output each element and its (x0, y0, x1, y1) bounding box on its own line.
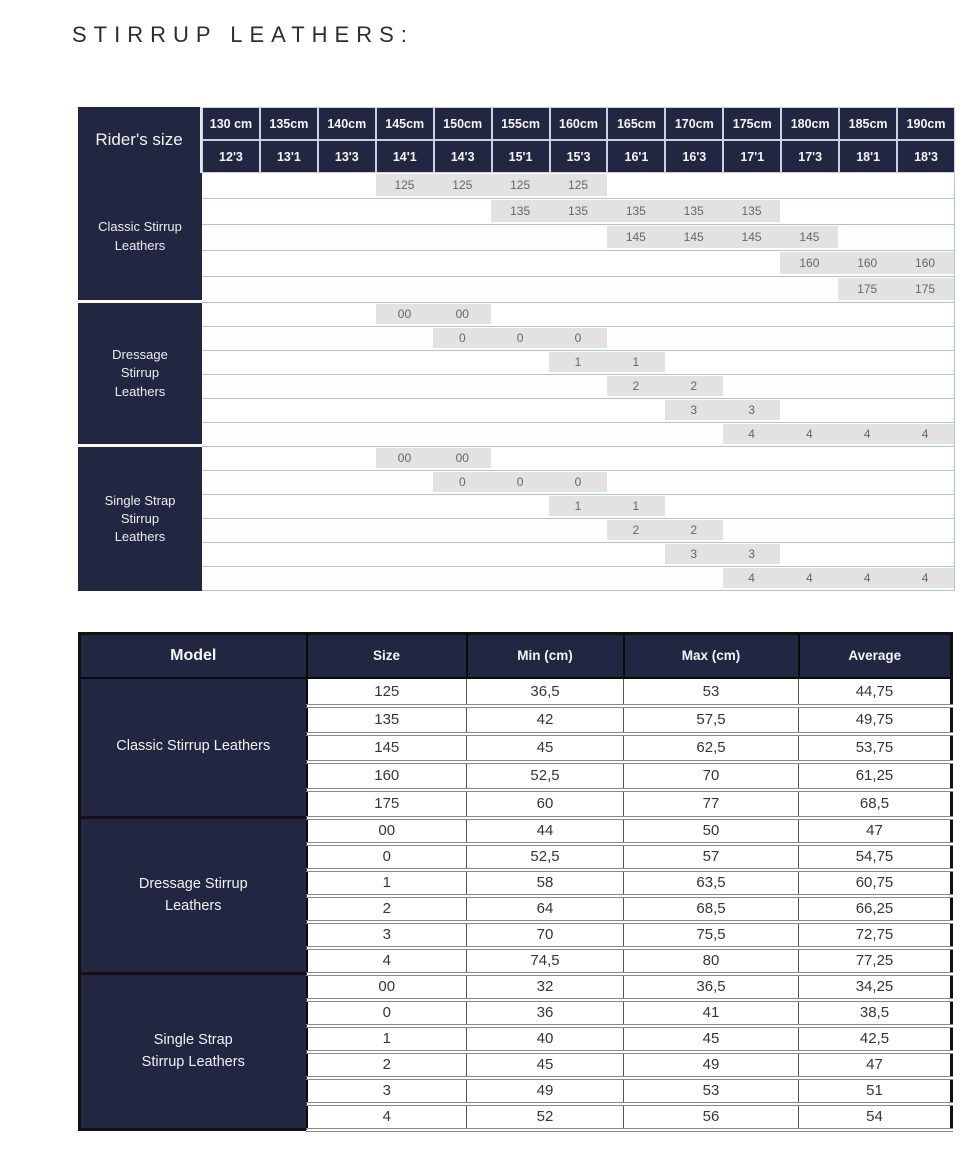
size-band (838, 278, 954, 300)
measurement-column-header: Average (799, 634, 952, 678)
value-cell: 0 (307, 844, 467, 870)
section-label-line: Dressage (112, 347, 168, 363)
value-cell: 3 (307, 1078, 467, 1104)
hands-header: 18'3 (897, 140, 955, 173)
value-cell: 45 (624, 1026, 799, 1052)
size-cell: 4 (863, 427, 871, 441)
size-cell: 00 (455, 307, 469, 321)
measurement-table-body (80, 678, 952, 1130)
table-row (80, 974, 952, 1000)
size-grid-row (202, 277, 954, 303)
size-band (607, 376, 723, 396)
section-label-line: Stirrup (120, 510, 160, 526)
size-band (723, 424, 954, 444)
value-cell: 38,5 (799, 1000, 952, 1026)
section-label-line: Leathers (114, 529, 166, 545)
model-label-line: Dressage Stirrup (138, 875, 248, 892)
size-cell: 145 (799, 230, 820, 244)
size-grid-row (202, 173, 954, 199)
size-cell: 1 (632, 355, 640, 369)
hands-header: 14'3 (434, 140, 492, 173)
size-band (433, 472, 607, 492)
size-cell: 0 (458, 331, 466, 345)
size-grid-row (202, 519, 954, 543)
measurement-column-header: Min (cm) (467, 634, 624, 678)
size-cell: 1 (574, 355, 582, 369)
value-cell: 57 (624, 844, 799, 870)
size-column-header: 190cm (897, 107, 955, 140)
value-cell: 80 (624, 948, 799, 974)
size-chart-body (78, 173, 955, 591)
size-grid-row (202, 199, 954, 225)
value-cell: 45 (467, 1052, 624, 1078)
measurement-column-header: Max (cm) (624, 634, 799, 678)
size-grid-row (202, 351, 954, 375)
hands-header: 18'1 (839, 140, 897, 173)
value-cell: 60 (467, 790, 624, 818)
size-grid-row (202, 327, 954, 351)
value-cell: 1 (307, 870, 467, 896)
size-cell: 4 (748, 427, 755, 441)
size-column-header: 160cm (550, 107, 608, 140)
hands-header: 16'3 (665, 140, 723, 173)
size-cell: 125 (394, 178, 415, 192)
section-label-line: Classic Stirrup (98, 219, 182, 235)
value-cell: 51 (799, 1078, 952, 1104)
size-cell: 3 (690, 403, 698, 417)
size-cell: 00 (397, 451, 412, 465)
size-column-header: 130 cm (202, 107, 260, 140)
size-column-header: 175cm (723, 107, 781, 140)
value-cell: 57,5 (624, 706, 799, 734)
size-cell: 0 (574, 475, 582, 489)
size-cell: 3 (690, 547, 698, 561)
size-cell: 160 (915, 256, 936, 270)
size-band (607, 520, 723, 540)
size-grid-row (202, 375, 954, 399)
measurement-table-header-row (80, 634, 952, 678)
size-cell: 125 (567, 178, 588, 192)
size-column-header: 180cm (781, 107, 839, 140)
value-cell: 145 (307, 734, 467, 762)
hands-header: 15'1 (492, 140, 550, 173)
size-grid-row (202, 567, 954, 591)
size-cell: 00 (397, 307, 412, 321)
measurement-column-header: Model (80, 634, 307, 678)
size-cell: 0 (574, 331, 582, 345)
value-cell: 68,5 (799, 790, 952, 818)
size-column-header: 150cm (434, 107, 492, 140)
value-cell: 36 (467, 1000, 624, 1026)
size-cell: 175 (915, 282, 936, 296)
value-cell: 0 (307, 1000, 467, 1026)
value-cell: 49 (624, 1052, 799, 1078)
size-cell: 145 (741, 230, 762, 244)
size-cell: 2 (632, 379, 640, 393)
hands-header: 13'1 (260, 140, 318, 173)
size-chart-labels (78, 173, 202, 591)
size-cell: 4 (921, 571, 929, 585)
size-column-header: 145cm (376, 107, 434, 140)
section-label-line: Leathers (114, 383, 166, 399)
size-grid-row (202, 423, 954, 447)
model-label (80, 818, 307, 974)
value-cell: 44 (467, 818, 624, 844)
size-cell: 4 (748, 571, 755, 585)
value-cell: 61,25 (799, 762, 952, 790)
value-cell: 40 (467, 1026, 624, 1052)
value-cell: 160 (307, 762, 467, 790)
size-band (376, 304, 492, 324)
size-column-header: 170cm (665, 107, 723, 140)
model-label-line: Classic Stirrup Leathers (116, 738, 271, 755)
value-cell: 75,5 (624, 922, 799, 948)
model-label-line: Single Strap (153, 1031, 233, 1048)
size-band (665, 544, 781, 564)
value-cell: 62,5 (624, 734, 799, 762)
value-cell: 36,5 (467, 678, 624, 706)
size-band (723, 568, 954, 588)
size-column-header: 140cm (318, 107, 376, 140)
model-label-line: Leathers (165, 897, 222, 914)
hands-header: 16'1 (607, 140, 665, 173)
size-grid-row (202, 399, 954, 423)
value-cell: 53 (624, 1078, 799, 1104)
size-cell: 4 (921, 427, 929, 441)
size-grid-row (202, 225, 954, 251)
value-cell: 53,75 (799, 734, 952, 762)
section-label-line: Stirrup (120, 365, 160, 381)
size-cell: 4 (863, 571, 871, 585)
size-cell: 135 (510, 204, 531, 218)
value-cell: 2 (307, 896, 467, 922)
section-label (78, 447, 202, 591)
value-cell: 77 (624, 790, 799, 818)
hands-header: 17'1 (723, 140, 781, 173)
value-cell: 56 (624, 1104, 799, 1130)
section-label-line: Single Strap (104, 492, 176, 508)
size-grid-row (202, 543, 954, 567)
size-chart-hands-row (202, 140, 955, 173)
value-cell: 1 (307, 1026, 467, 1052)
size-band (549, 496, 665, 516)
value-cell: 54,75 (799, 844, 952, 870)
value-cell: 00 (307, 974, 467, 1000)
size-cell: 175 (857, 282, 878, 296)
size-cell: 4 (806, 427, 813, 441)
size-column-header: 165cm (607, 107, 665, 140)
value-cell: 70 (467, 922, 624, 948)
value-cell: 4 (307, 1104, 467, 1130)
value-cell: 52,5 (467, 762, 624, 790)
value-cell: 66,25 (799, 896, 952, 922)
value-cell: 54 (799, 1104, 952, 1130)
size-cell: 4 (806, 571, 813, 585)
value-cell: 50 (624, 818, 799, 844)
size-cell: 3 (748, 403, 755, 417)
value-cell: 49 (467, 1078, 624, 1104)
value-cell: 36,5 (624, 974, 799, 1000)
value-cell: 00 (307, 818, 467, 844)
value-cell: 77,25 (799, 948, 952, 974)
model-label (80, 974, 307, 1130)
value-cell: 72,75 (799, 922, 952, 948)
size-cell: 125 (510, 178, 531, 192)
size-column-header: 185cm (839, 107, 897, 140)
section-label (78, 303, 202, 447)
value-cell: 70 (624, 762, 799, 790)
size-band (607, 226, 838, 248)
size-column-header: 155cm (492, 107, 550, 140)
size-chart-cm-row (202, 107, 955, 140)
hands-header: 13'3 (318, 140, 376, 173)
size-grid-row (202, 303, 954, 327)
size-band (549, 352, 665, 372)
size-cell: 145 (683, 230, 704, 244)
size-band (376, 448, 492, 468)
size-column-header: 135cm (260, 107, 318, 140)
size-cell: 1 (632, 499, 640, 513)
table-row (80, 678, 952, 706)
size-chart-header (78, 107, 955, 173)
size-cell: 3 (748, 547, 755, 561)
value-cell: 52 (467, 1104, 624, 1130)
size-band (433, 328, 607, 348)
value-cell: 175 (307, 790, 467, 818)
value-cell: 68,5 (624, 896, 799, 922)
value-cell: 63,5 (624, 870, 799, 896)
size-cell: 2 (690, 379, 698, 393)
size-cell: 160 (857, 256, 878, 270)
value-cell: 125 (307, 678, 467, 706)
size-cell: 160 (799, 256, 820, 270)
size-cell: 1 (574, 499, 582, 513)
page-title: STIRRUP LEATHERS: (72, 22, 414, 47)
value-cell: 41 (624, 1000, 799, 1026)
value-cell: 2 (307, 1052, 467, 1078)
size-cell: 00 (455, 451, 469, 465)
value-cell: 64 (467, 896, 624, 922)
hands-header: 12'3 (202, 140, 260, 173)
section-label-line: Leathers (114, 237, 166, 253)
section-label (78, 173, 202, 303)
value-cell: 47 (799, 818, 952, 844)
hands-header: 15'3 (550, 140, 608, 173)
size-cell: 125 (452, 178, 473, 192)
size-cell: 135 (683, 204, 704, 218)
size-band (665, 400, 781, 420)
value-cell: 58 (467, 870, 624, 896)
size-cell: 135 (567, 204, 588, 218)
value-cell: 34,25 (799, 974, 952, 1000)
size-grid-row (202, 251, 954, 277)
size-cell: 0 (516, 331, 524, 345)
size-band (780, 252, 954, 274)
value-cell: 135 (307, 706, 467, 734)
value-cell: 60,75 (799, 870, 952, 896)
value-cell: 47 (799, 1052, 952, 1078)
value-cell: 52,5 (467, 844, 624, 870)
size-cell: 145 (625, 230, 646, 244)
value-cell: 42 (467, 706, 624, 734)
size-band (491, 200, 780, 222)
size-cell: 2 (690, 523, 698, 537)
value-cell: 42,5 (799, 1026, 952, 1052)
value-cell: 74,5 (467, 948, 624, 974)
size-grid-row (202, 471, 954, 495)
model-label (80, 678, 307, 818)
table-row (80, 818, 952, 844)
size-cell: 0 (458, 475, 466, 489)
measurement-column-header: Size (307, 634, 467, 678)
size-cell: 135 (741, 204, 762, 218)
value-cell: 45 (467, 734, 624, 762)
size-cell: 0 (516, 475, 524, 489)
hands-header: 14'1 (376, 140, 434, 173)
size-chart-header-columns (202, 107, 955, 173)
size-cell: 2 (632, 523, 640, 537)
model-label-line: Stirrup Leathers (141, 1053, 245, 1070)
size-chart (78, 107, 955, 591)
size-grid-row (202, 447, 954, 471)
size-cell: 135 (625, 204, 646, 218)
size-grid-row (202, 495, 954, 519)
value-cell: 53 (624, 678, 799, 706)
measurement-table (78, 632, 953, 1132)
riders-size-label: Rider's size (78, 107, 202, 173)
hands-header: 17'3 (781, 140, 839, 173)
size-chart-rows (202, 173, 955, 591)
value-cell: 3 (307, 922, 467, 948)
value-cell: 32 (467, 974, 624, 1000)
value-cell: 44,75 (799, 678, 952, 706)
value-cell: 49,75 (799, 706, 952, 734)
value-cell: 4 (307, 948, 467, 974)
size-band (376, 174, 607, 196)
